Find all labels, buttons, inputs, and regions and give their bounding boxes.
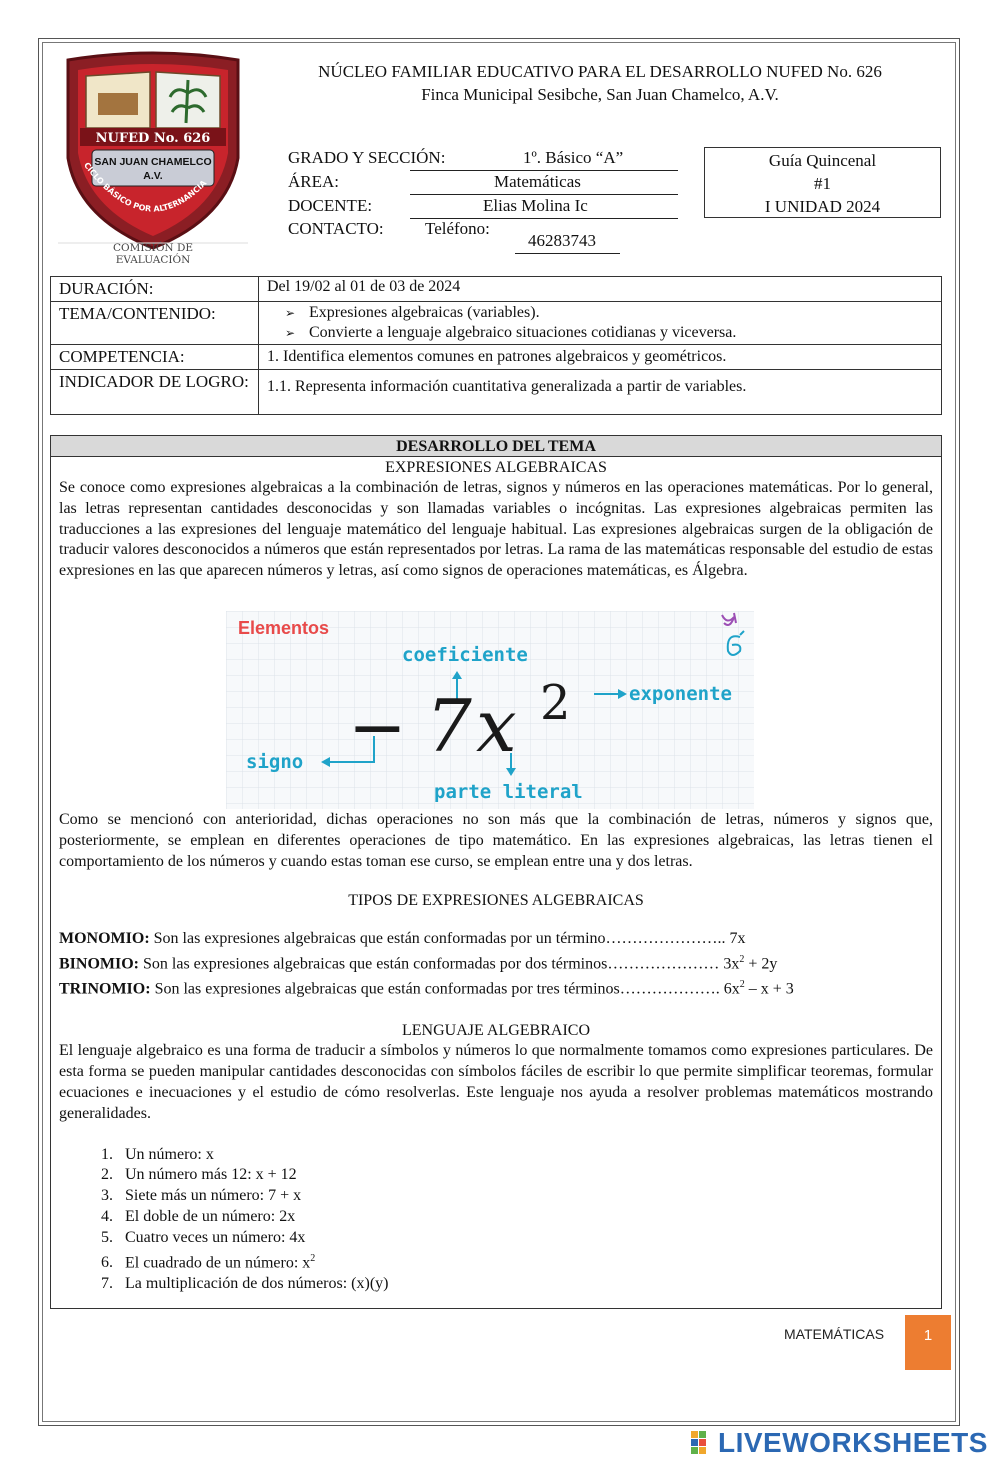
grado-value: 1º. Básico “A” [523, 148, 624, 167]
algebra-examples-list [51, 1145, 941, 1295]
binomio-label: BINOMIO: [59, 955, 139, 973]
list-item: 5. Cuatro veces un número: 4x [117, 1228, 941, 1249]
competencia-label: COMPETENCIA: [51, 345, 259, 370]
intro-paragraph: Se conoce como expresiones algebraicas a la combinación de letras, signos y números en las operaciones matemáticas. Por lo general, las letras representan cantidades desconocidas y son llamadas variables o incógnitas. Las expresiones algebraicas permiten las traducciones a las expresiones del lenguaje matemático del lenguaje habitual. Las expresiones algebraicas surgen de la obligación de traducir valores desconocidos a números que están representados por letras. La rama de las matemáticas responsable del estudio de estas expresiones en las que aparecen números y letras, así como signos de operaciones matemáticas, es Álgebra. [59, 479, 933, 580]
trinomio-exp: 2 [739, 979, 745, 991]
footer-subject: MATEMÁTICAS [784, 1326, 885, 1342]
list-item: 7. La multiplicación de dos números: (x)(y) [117, 1274, 941, 1295]
tema-list [267, 303, 933, 343]
expression-elements-figure [226, 611, 754, 809]
types-title: TIPOS DE EXPRESIONES ALGEBRAICAS [348, 892, 644, 910]
tema-item: ➢ Expresiones algebraicas (variables). [309, 303, 933, 323]
expr-coefficient: 7 [426, 684, 472, 768]
list-item [117, 1249, 941, 1274]
duracion-row [51, 277, 942, 302]
grado-label: GRADO Y SECCIÓN: [288, 148, 446, 167]
telefono-underline [515, 253, 620, 254]
trinomio-tail: – x + 3 [744, 980, 794, 998]
indicador-row [51, 370, 942, 415]
crest-caption-line2: EVALUACIÓN [115, 254, 191, 266]
duracion-label: DURACIÓN: [51, 277, 259, 302]
liveworksheets-brand [690, 1428, 988, 1458]
guide-box [704, 147, 941, 218]
label-signo: signo [246, 751, 304, 773]
indicador-value: 1.1. Representa información cuantitativa generalizada a partir de variables. [259, 370, 942, 415]
docente-label: DOCENTE: [288, 196, 373, 215]
list-item: 4. El doble de un número: 2x [117, 1207, 941, 1228]
liveworksheets-text: LIVEWORKSHEETS [718, 1427, 988, 1458]
area-label: ÁREA: [288, 172, 339, 191]
trinomio-text: Son las expresiones algebraicas que están conformadas por tres términos………………. 6x [150, 980, 740, 998]
binomio-text: Son las expresiones algebraicas que están conformadas por dos términos………………… 3x [139, 955, 740, 973]
docente-value: Elias Molina Ic [483, 196, 588, 215]
trinomio-line [59, 975, 933, 1000]
contacto-label: CONTACTO: [288, 219, 384, 238]
label-coeficiente: coeficiente [402, 644, 528, 666]
institution-location: Finca Municipal Sesibche, San Juan Chamelco, A.V. [421, 85, 779, 104]
tema-label: TEMA/CONTENIDO: [51, 302, 259, 345]
trinomio-label: TRINOMIO: [59, 980, 151, 998]
list-item: 2. Un número más 12: x + 12 [117, 1165, 941, 1186]
grado-underline [410, 170, 678, 171]
lenguaje-paragraph: El lenguaje algebraico es una forma de traducir a símbolos y números lo que normalmente tomamos como expresiones particulares. De esta forma se pueden manipular cantidades desconocidas con símbolos fáciles de escribir lo que permite simplificar teoremas, formular ecuaciones e inecuaciones y el estudio de cómo resolverlas. Este lenguaje nos ayuda a resolver problemas matemáticos mostrando generalidades. [59, 1042, 933, 1122]
expr-exponent: 2 [540, 675, 571, 731]
development-subtitle: EXPRESIONES ALGEBRAICAS [385, 459, 607, 476]
list-item: 3. Siete más un número: 7 + x [117, 1186, 941, 1207]
crest-badge-number: NUFED No. 626 [95, 131, 211, 146]
competencia-row [51, 345, 942, 370]
crest-badge-town: SAN JUAN CHAMELCO [94, 156, 212, 168]
types-list [59, 929, 933, 1000]
monomio-text: Son las expresiones algebraicas que están conformadas por un término………………….. 7x [149, 930, 746, 948]
lenguaje-title: LENGUAJE ALGEBRAICO [402, 1022, 590, 1040]
institution-name: NÚCLEO FAMILIAR EDUCATIVO PARA EL DESARROLLO NUFED No. 626 [318, 62, 882, 81]
competencia-value: 1. Identifica elementos comunes en patrones algebraicos y geométricos. [259, 345, 942, 370]
area-underline [410, 194, 678, 195]
telefono-value: 46283743 [528, 231, 596, 250]
duracion-value: Del 19/02 al 01 de 03 de 2024 [259, 277, 942, 302]
institution-header [250, 60, 950, 106]
tema-row [51, 302, 942, 345]
list-item: 1. Un número: x [117, 1145, 941, 1166]
monomio-label: MONOMIO: [59, 930, 150, 948]
liveworksheets-icon [690, 1430, 716, 1456]
tema-item: ➢ Convierte a lenguaje algebraico situaciones cotidianas y viceversa. [309, 323, 933, 343]
crest-arc-text: CICLO BÁSICO POR ALTERNANCIA [82, 160, 209, 214]
figure-title: Elementos [238, 618, 330, 638]
guide-title: Guía Quincenal [768, 151, 877, 170]
guide-number: #1 [814, 174, 831, 193]
telefono-label: Teléfono: [425, 219, 490, 238]
development-heading: DESARROLLO DEL TEMA [51, 436, 941, 457]
binomio-exp: 2 [739, 954, 745, 966]
list-item-text: El cuadrado de un número: x [125, 1253, 311, 1271]
development-section [50, 435, 942, 1309]
binomio-tail: + 2y [744, 955, 778, 973]
label-exponente: exponente [629, 683, 732, 705]
tema-content [259, 302, 942, 345]
guide-unit: I UNIDAD 2024 [764, 197, 881, 216]
monomio-line [59, 929, 933, 950]
second-paragraph: Como se mencionó con anterioridad, dichas operaciones no son más que la combinación de letras, números y signos que, posteriormente, se emplean en diferentes operaciones de tipo matemático. En las expresiones algebraicas, las letras tienen el comportamiento de los números y cuando estas toman ese curso, se emplean entre una y dos letras. [59, 810, 933, 870]
expr-variable: x [476, 684, 517, 768]
label-parte-literal: parte literal [434, 781, 583, 803]
school-crest-logo [58, 48, 248, 268]
page-number: 1 [905, 1315, 951, 1370]
area-value: Matemáticas [494, 172, 581, 191]
crest-caption-line1: COMISIÓN DE [112, 242, 194, 254]
planning-table [50, 276, 942, 415]
binomio-line [59, 950, 933, 975]
expr-sign: − [348, 686, 407, 768]
indicador-label: INDICADOR DE LOGRO: [51, 370, 259, 415]
list-item-exp: 2 [310, 1252, 316, 1264]
crest-badge-av: A.V. [143, 170, 163, 182]
